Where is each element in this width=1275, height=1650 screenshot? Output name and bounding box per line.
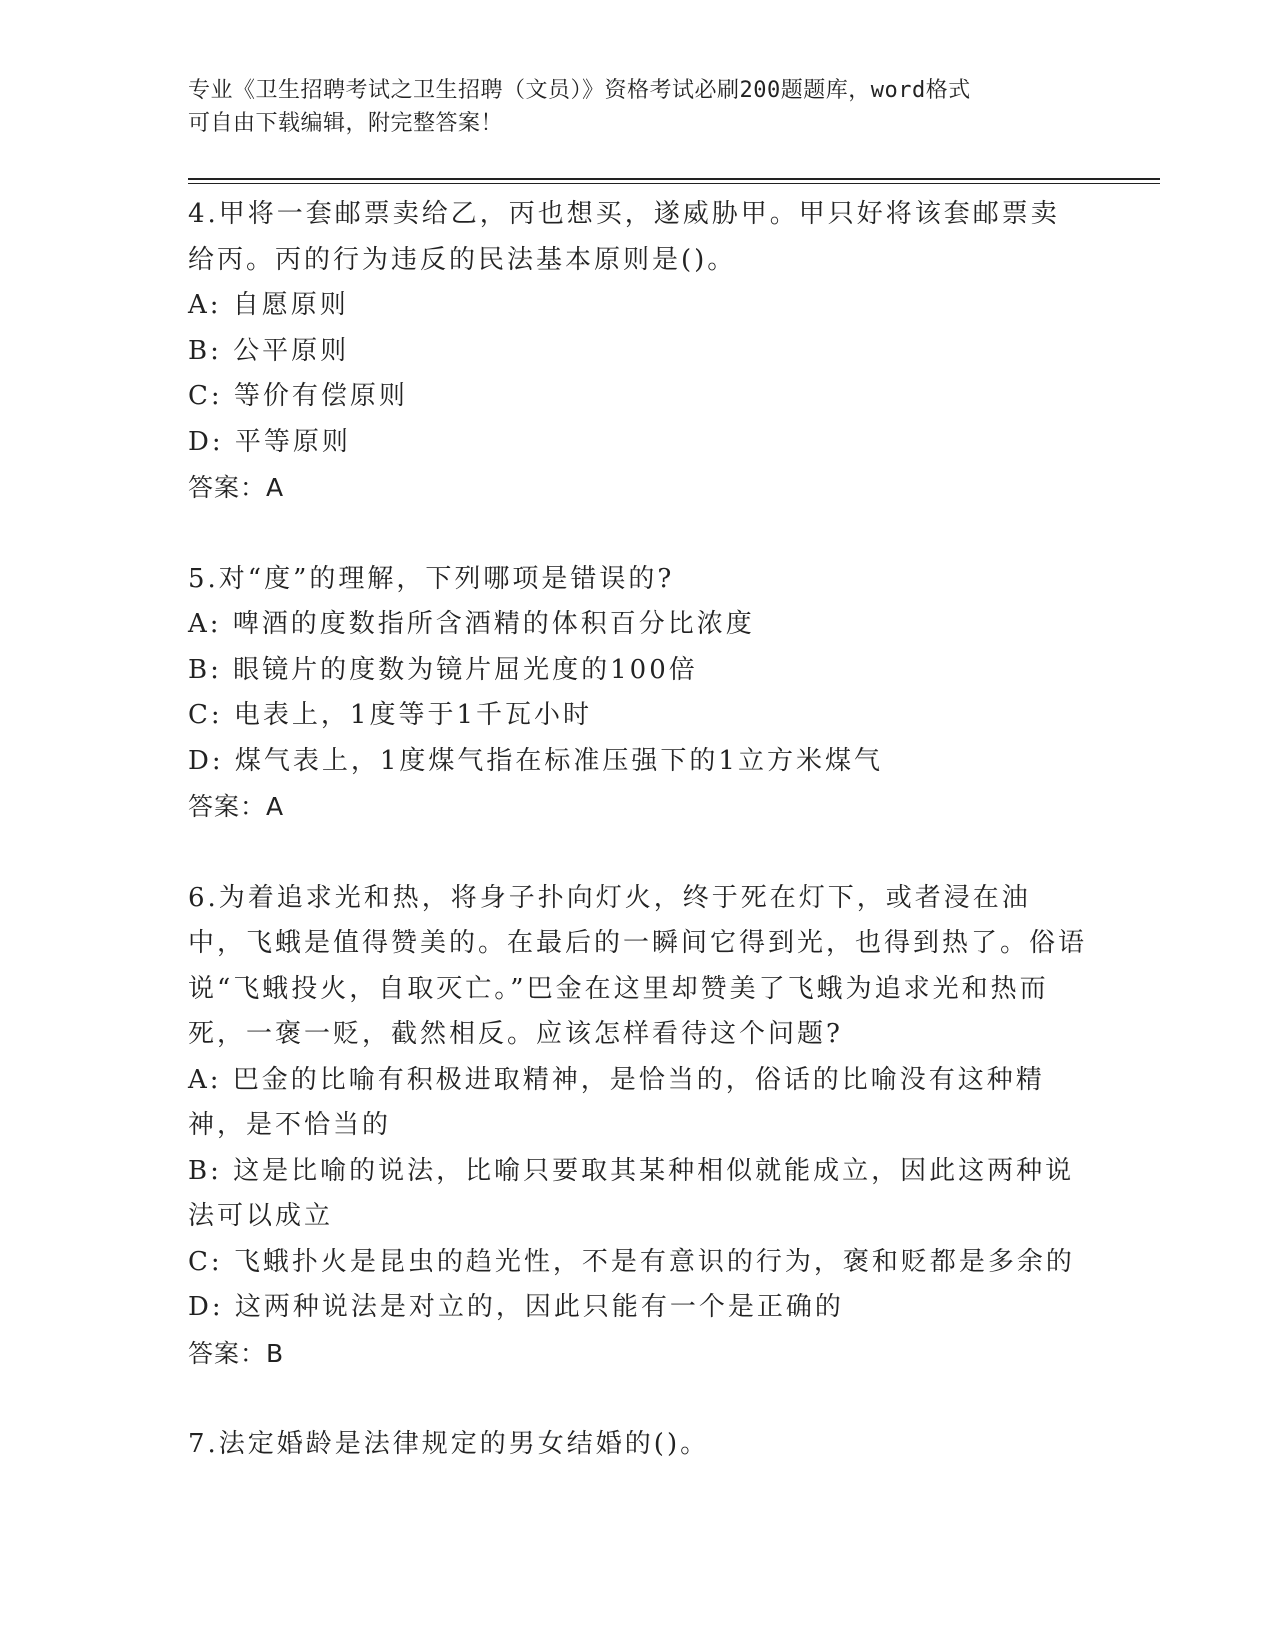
question-stem: 6.为着追求光和热，将身子扑向灯火，终于死在灯下，或者浸在油中，飞蛾是值得赞美的。在最后的一瞬间它得到光，也得到热了。俗语说“飞蛾投火，自取灭亡。”巴金在这里却赞美了飞蛾为追求光和热而死，一褒一贬，截然相反。应该怎样看待这个问题? [188, 882, 1088, 1049]
option-d: D: 这两种说法是对立的，因此只能有一个是正确的 [188, 1292, 844, 1322]
question-stem: 7.法定婚龄是法律规定的男女结婚的()。 [188, 1429, 710, 1459]
question-stem: 5.对“度”的理解，下列哪项是错误的? [188, 563, 675, 594]
option-a: A: 自愿原则 [188, 290, 349, 320]
option-c: C: 飞蛾扑火是昆虫的趋光性，不是有意识的行为，褒和贬都是多余的 [188, 1246, 1075, 1277]
question-4 [188, 192, 1088, 511]
option-b: B: 公平原则 [188, 335, 350, 366]
option-b: B: 眼镜片的度数为镜片屈光度的100倍 [188, 654, 698, 685]
header-title-line1: 专业《卫生招聘考试之卫生招聘（文员）》资格考试必刷200题题库，word格式 [188, 78, 971, 103]
answer-label: 答案：A [188, 473, 285, 502]
header-title-line2: 可自由下载编辑，附完整答案！ [188, 111, 504, 136]
option-d: D: 平等原则 [188, 426, 351, 457]
option-d: D: 煤气表上，1度煤气指在标准压强下的1立方米煤气 [188, 745, 883, 776]
option-a: A: 啤酒的度数指所含酒精的体积百分比浓度 [188, 609, 755, 639]
answer-label: 答案：B [188, 1338, 285, 1368]
answer-label: 答案：A [188, 792, 285, 821]
question-5 [188, 557, 1088, 830]
document-header [188, 74, 1058, 140]
header-divider [188, 178, 1160, 180]
option-c: C: 电表上，1度等于1千瓦小时 [188, 700, 593, 730]
question-7 [188, 1422, 1088, 1468]
question-list [188, 192, 1088, 1514]
question-stem: 4.甲将一套邮票卖给乙，丙也想买，遂威胁甲。甲只好将该套邮票卖给丙。丙的行为违反的民法基本原则是()。 [188, 199, 1060, 275]
option-a: A: 巴金的比喻有积极进取精神，是恰当的，俗话的比喻没有这种精神，是不恰当的 [188, 1064, 1045, 1140]
option-c: C: 等价有偿原则 [188, 381, 408, 411]
question-6 [188, 876, 1088, 1377]
option-b: B: 这是比喻的说法，比喻只要取其某种相似就能成立，因此这两种说法可以成立 [188, 1155, 1075, 1231]
header-divider-thin [188, 183, 1160, 184]
